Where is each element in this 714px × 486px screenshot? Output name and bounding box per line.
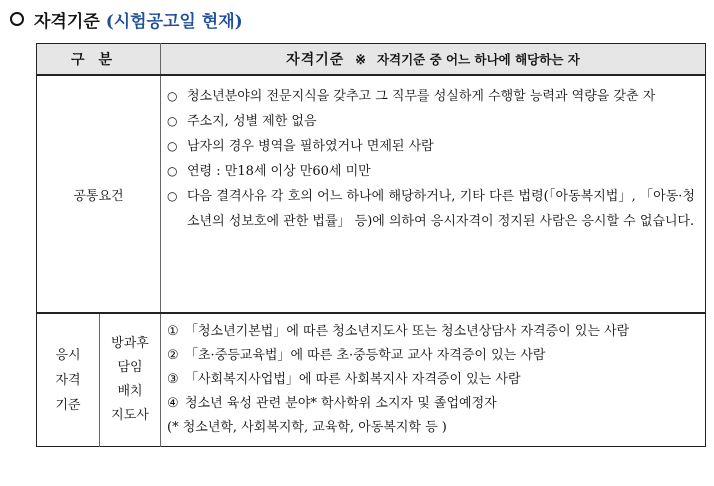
role-label: 방과후 담임 배치 지도사 (100, 313, 161, 447)
circle-bullet-icon (10, 12, 24, 26)
header-criteria-note: 자격기준 중 어느 하나에 해당하는 자 (376, 52, 580, 67)
item-number: ③ (167, 372, 179, 387)
common-requirements-label: 공통요건 (37, 75, 161, 313)
qualification-item-text: 「사회복지사업법」에 따른 사회복지사 자격증이 있는 사람 (185, 372, 521, 387)
list-item (167, 320, 695, 344)
list-item (167, 368, 695, 392)
common-item-text: 주소지, 성별 제한 없음 (187, 114, 317, 129)
circle-bullet-icon: ○ (167, 114, 178, 128)
circle-bullet-icon: ○ (167, 89, 178, 103)
list-item (167, 392, 695, 416)
item-number: ① (167, 324, 179, 339)
header-category: 구분 (37, 44, 161, 76)
qualification-criteria-list (161, 313, 706, 447)
circle-bullet-icon: ○ (167, 139, 178, 153)
circle-bullet-icon: ○ (167, 189, 178, 203)
common-item-text: 남자의 경우 병역을 필하였거나 면제된 사람 (187, 139, 434, 154)
header-criteria (161, 44, 706, 76)
list-item (167, 134, 695, 159)
qualification-item-text: 「초·중등교육법」에 따른 초·중등학교 교사 자격증이 있는 사람 (185, 348, 546, 363)
item-number: ② (167, 348, 179, 363)
section-title: 자격기준 (34, 11, 100, 32)
item-number: ④ (167, 396, 179, 411)
footnote (167, 416, 695, 440)
list-item (167, 344, 695, 368)
list-item (167, 159, 695, 184)
common-item-text: 청소년분야의 전문지식을 갖추고 그 직무를 성실하게 수행할 능력과 역량을 갖춘 자 (187, 89, 656, 104)
qualification-item-text: 「청소년기본법」에 따른 청소년지도사 또는 청소년상담사 자격증이 있는 사람 (185, 324, 630, 339)
circle-bullet-icon: ○ (167, 164, 178, 178)
section-heading (10, 6, 243, 32)
list-item (167, 84, 695, 109)
list-item (167, 109, 695, 134)
qualification-table (36, 43, 706, 447)
section-subtitle: (시험공고일 현재) (105, 11, 243, 32)
footnote-text: (* 청소년학, 사회복지학, 교육학, 아동복지학 등 ) (167, 420, 447, 435)
reference-mark: ※ (355, 53, 367, 68)
header-criteria-title: 자격기준 (286, 52, 345, 68)
common-item-text: 연령 : 만18세 이상 만60세 미만 (187, 164, 371, 179)
qualification-criteria-label: 응시 자격 기준 (37, 313, 100, 447)
common-requirements-list (161, 75, 706, 313)
qualification-item-text: 청소년 육성 관련 분야* 학사학위 소지자 및 졸업예정자 (185, 396, 497, 411)
common-item-text: 다음 결격사유 각 호의 어느 하나에 해당하거나, 기타 다른 법령(「아동복지법」, 「아동·청소년의 성보호에 관한 법률」 등)에 의하여 응시자격이 정지된 사람은 응시할 수 없습니다. (187, 189, 695, 229)
list-item (167, 184, 695, 234)
